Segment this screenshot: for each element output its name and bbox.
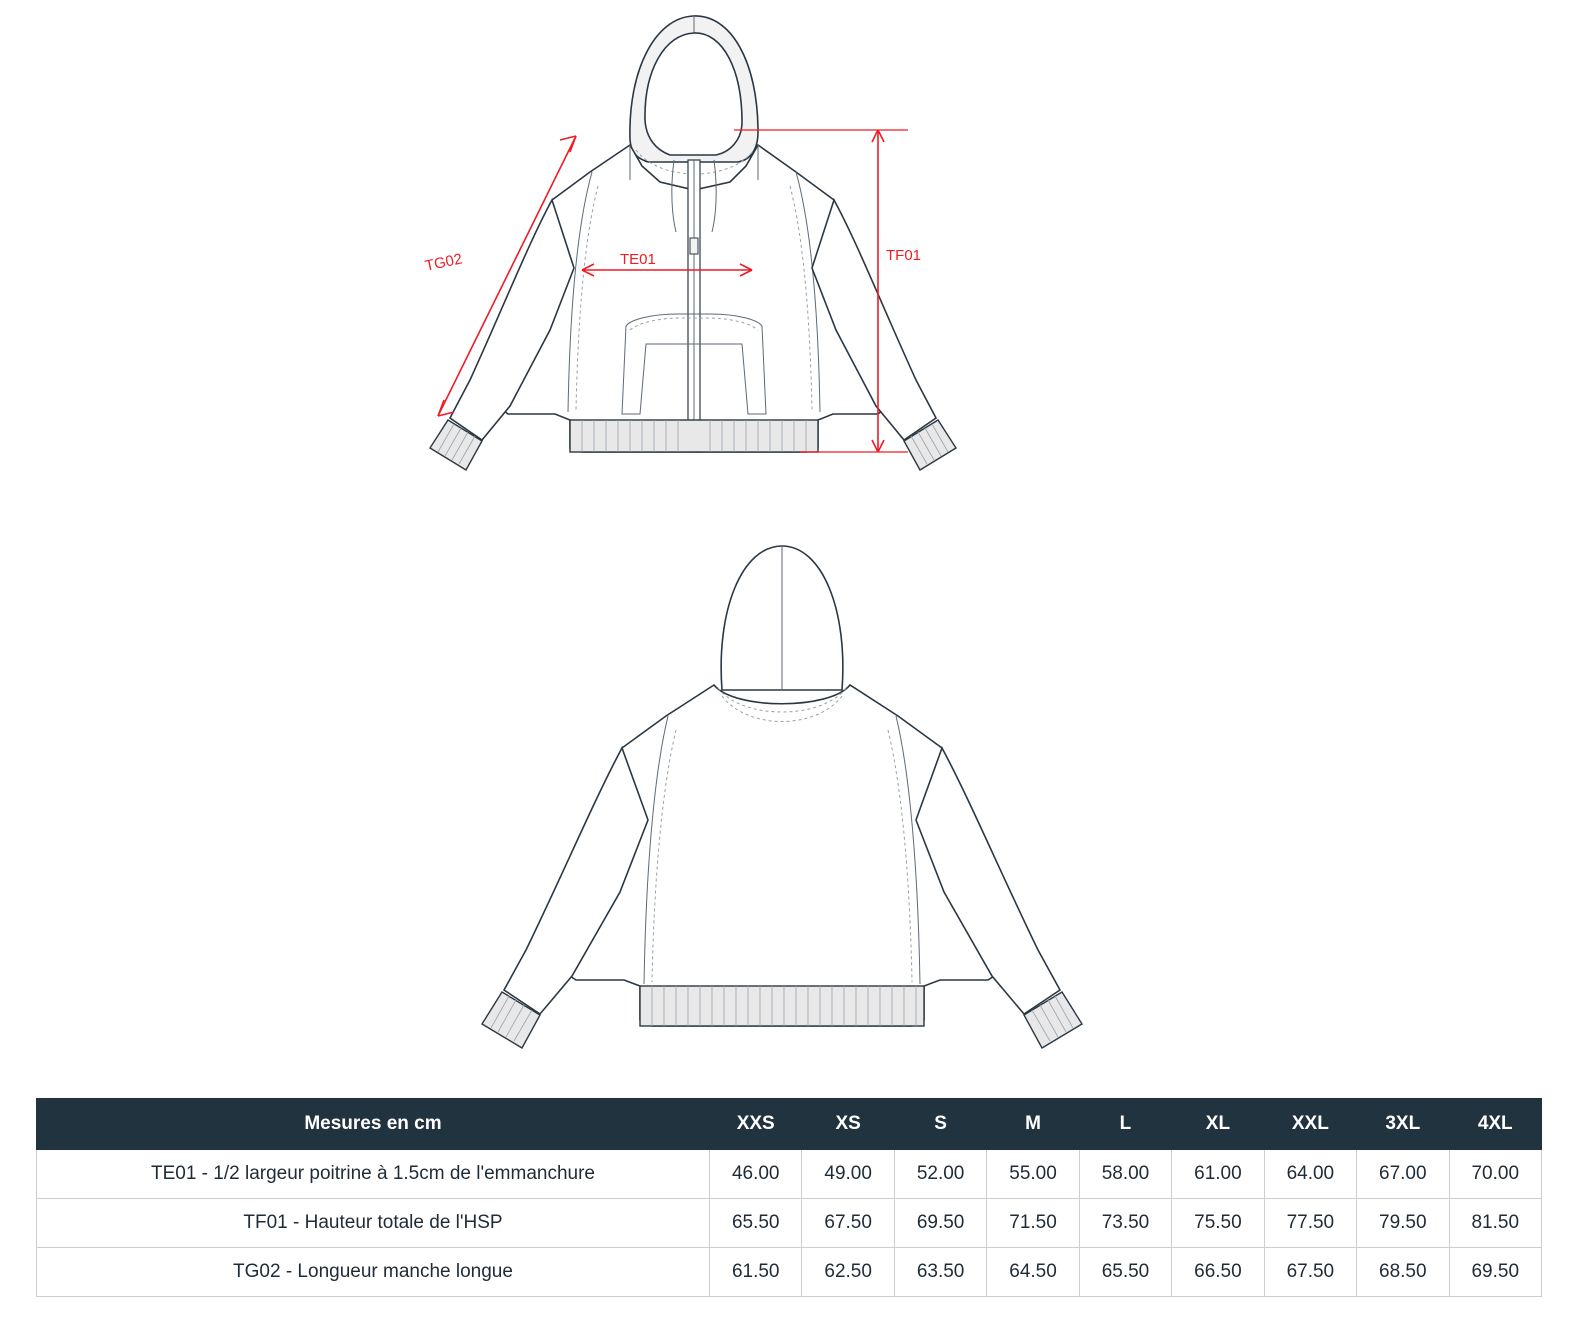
back-view-illustration [470,520,1090,1080]
row-label-te01: TE01 - 1/2 largeur poitrine à 1.5cm de l'emmanchure [37,1150,710,1199]
cell-te01-4xl: 70.00 [1449,1150,1542,1199]
svg-text:TG02: TG02 [423,250,464,275]
cell-te01-xxl: 64.00 [1264,1150,1356,1199]
header-size-4xl: 4XL [1449,1099,1542,1150]
size-table-head [37,1099,1542,1150]
size-table-body [37,1150,1542,1297]
cell-tf01-xxl: 77.50 [1264,1199,1356,1248]
cell-tg02-m: 64.50 [987,1248,1079,1297]
header-size-3xl: 3XL [1357,1099,1449,1150]
cell-tg02-s: 63.50 [894,1248,986,1297]
cell-te01-m: 55.00 [987,1150,1079,1199]
size-chart-table [36,1098,1542,1297]
svg-text:TF01: TF01 [886,247,922,264]
cell-tg02-xxs: 61.50 [710,1248,802,1297]
table-row [37,1150,1542,1199]
row-label-tg02: TG02 - Longueur manche longue [37,1248,710,1297]
cell-te01-s: 52.00 [894,1150,986,1199]
header-size-s: S [894,1099,986,1150]
cell-tg02-3xl: 68.50 [1357,1248,1449,1297]
header-size-xxs: XXS [710,1099,802,1150]
header-measures: Mesures en cm [37,1099,710,1150]
cell-te01-3xl: 67.00 [1357,1150,1449,1199]
row-label-tf01: TF01 - Hauteur totale de l'HSP [37,1199,710,1248]
header-size-l: L [1079,1099,1171,1150]
cell-tf01-4xl: 81.50 [1449,1199,1542,1248]
cell-tg02-xs: 62.50 [802,1248,894,1297]
cell-tf01-xl: 75.50 [1172,1199,1264,1248]
cell-te01-xl: 61.00 [1172,1150,1264,1199]
table-header-row [37,1099,1542,1150]
table-row [37,1199,1542,1248]
cell-tf01-s: 69.50 [894,1199,986,1248]
header-size-xxl: XXL [1264,1099,1356,1150]
table-row [37,1248,1542,1297]
header-size-xs: XS [802,1099,894,1150]
cell-tf01-xxs: 65.50 [710,1199,802,1248]
cell-te01-l: 58.00 [1079,1150,1171,1199]
cell-tf01-l: 73.50 [1079,1199,1171,1248]
cell-tf01-3xl: 79.50 [1357,1199,1449,1248]
header-size-xl: XL [1172,1099,1264,1150]
header-size-m: M [987,1099,1079,1150]
cell-tg02-xxl: 67.50 [1264,1248,1356,1297]
cell-te01-xs: 49.00 [802,1150,894,1199]
cell-tg02-l: 65.50 [1079,1248,1171,1297]
svg-text:TE01: TE01 [620,251,656,268]
cell-tg02-4xl: 69.50 [1449,1248,1542,1297]
cell-tf01-m: 71.50 [987,1199,1079,1248]
cell-tg02-xl: 66.50 [1172,1248,1264,1297]
size-table-container [36,1098,1542,1297]
cell-tf01-xs: 67.50 [802,1199,894,1248]
front-view-illustration [330,0,1030,500]
cell-te01-xxs: 46.00 [710,1150,802,1199]
